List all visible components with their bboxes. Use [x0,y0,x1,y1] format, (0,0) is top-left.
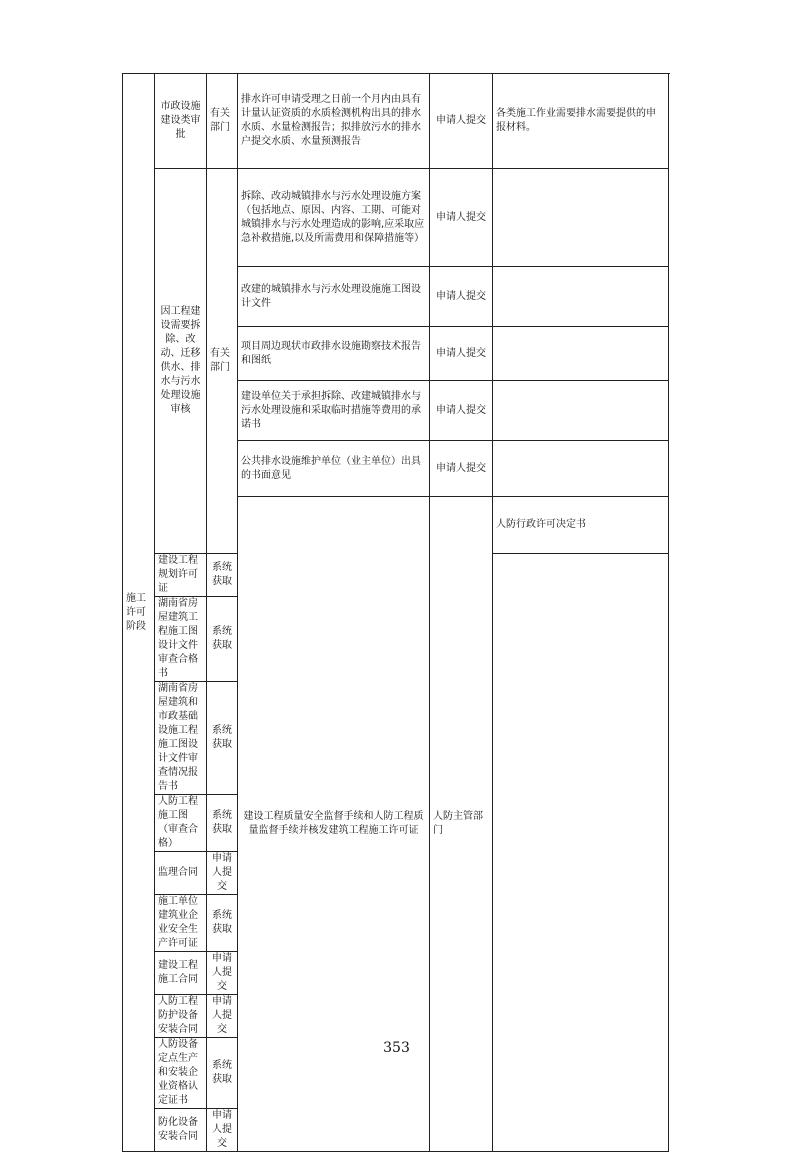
material-cell: 防化设备安装合同 [155,1109,207,1152]
matter-cell: 市政设施建设类审批 [155,74,207,169]
source-cell: 申请人提交 [430,441,493,497]
materials-table [122,73,669,1152]
material-cell: 人防设备定点生产和安装企业资格认定证书 [155,1038,207,1109]
material-cell: 改建的城镇排水与污水处理设施施工图设计文件 [238,267,430,327]
material-cell: 湖南省房屋建筑和市政基础设施工程施工图设计文件审查情况报告书 [155,682,207,795]
material-cell: 公共排水设施维护单位（业主单位）出具的书面意见 [238,441,430,497]
table-row [123,169,669,267]
stage-cell: 施工许可阶段 [123,74,155,1152]
material-cell: 施工单位建筑业企业安全生产许可证 [155,895,207,952]
source-cell: 申请人提交 [430,74,493,169]
source-cell: 系统获取 [207,597,238,682]
source-cell: 申请人提交 [207,995,238,1038]
note-cell [493,327,669,381]
material-cell: 湖南省房屋建筑工程施工图设计文件审查合格书 [155,597,207,682]
source-cell: 系统获取 [207,795,238,852]
note-cell: 各类施工作业需要排水需要提供的申报材料。 [493,74,669,169]
material-cell: 建设单位关于承担拆除、改建城镇排水与污水处理设施和采取临时措施等费用的承诺书 [238,381,430,441]
source-cell: 系统获取 [207,1038,238,1109]
source-cell: 申请人提交 [207,852,238,895]
source-cell: 申请人提交 [430,327,493,381]
source-cell: 系统获取 [207,554,238,597]
source-cell: 申请人提交 [207,952,238,995]
matter-cell: 建设工程质量安全监督手续和人防工程质量监督手续并核发建筑工程施工许可证 [238,497,430,1152]
material-cell: 人防工程施工图（审查合格） [155,795,207,852]
matter-cell: 因工程建设需要拆除、改动、迁移供水、排水与污水处理设施审核 [155,169,207,554]
table-row [123,74,669,169]
source-cell: 申请人提交 [430,169,493,267]
department-cell: 人防主管部门 [430,497,493,1152]
note-cell [493,381,669,441]
material-cell: 建设工程施工合同 [155,952,207,995]
page-number: 353 [383,1040,410,1056]
material-cell: 排水许可申请受理之日前一个月内由具有计量认证资质的水质检测机构出具的排水水质、水量检测报告；拟排放污水的排水户提交水质、水量预测报告 [238,74,430,169]
material-cell: 监理合同 [155,852,207,895]
source-cell: 系统获取 [207,895,238,952]
source-cell: 申请人提交 [207,1109,238,1152]
material-cell: 建设工程规划许可证 [155,554,207,597]
source-cell: 申请人提交 [430,381,493,441]
note-cell [493,441,669,497]
department-cell: 有关部门 [207,169,238,554]
material-cell: 人防工程防护设备安装合同 [155,995,207,1038]
note-cell [493,169,669,267]
material-cell: 项目周边现状市政排水设施勘察技术报告和图纸 [238,327,430,381]
note-cell [493,267,669,327]
source-cell: 申请人提交 [430,267,493,327]
material-cell: 拆除、改动城镇排水与污水处理设施方案（包括地点、原因、内容、工期、可能对城镇排水与污水处理造成的影响,应采取应急补救措施,以及所需费用和保障措施等） [238,169,430,267]
department-cell: 有关部门 [207,74,238,169]
material-cell: 人防行政许可决定书 [493,497,669,554]
source-cell: 系统获取 [207,682,238,795]
